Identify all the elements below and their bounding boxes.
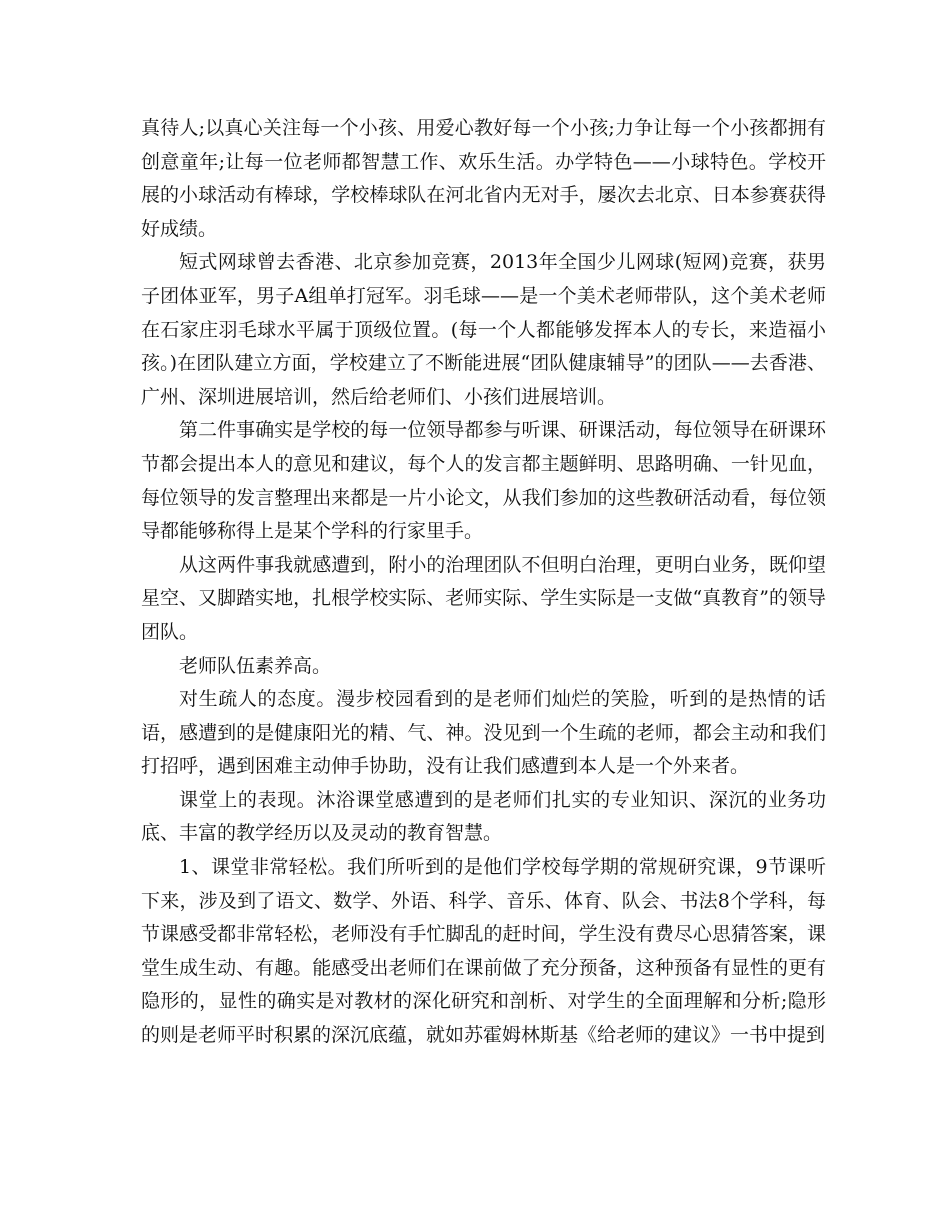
paragraph-6: 对生疏人的态度。漫步校园看到的是老师们灿烂的笑脸，听到的是热情的话语，感遭到的是健康阳光的精、气、神。没见到一个生疏的老师，都会主动和我们打招呼，遇到困难主动伸手协助，没有让我们感遭到本人是一个外来者。 (141, 688, 826, 778)
paragraph-4: 从这两件事我就感遭到，附小的治理团队不但明白治理，更明白业务，既仰望星空、又脚踏实地，扎根学校实际、老师实际、学生实际是一支做“真教育”的领导团队。 (141, 553, 826, 643)
paragraph-3: 第二件事确实是学校的每一位领导都参与听课、研课活动，每位领导在研课环节都会提出本人的意见和建议，每个人的发言都主题鲜明、思路明确、一针见血，每位领导的发言整理出来都是一片小论文，从我们参加的这些教研活动看，每位领导都能够称得上是某个学科的行家里手。 (141, 419, 826, 543)
document-body (141, 112, 826, 1053)
paragraph-1: 真待人;以真心关注每一个小孩、用爱心教好每一个小孩;力争让每一个小孩都拥有创意童年;让每一位老师都智慧工作、欢乐生活。办学特色——小球特色。学校开展的小球活动有棒球，学校棒球队在河北省内无对手，屡次去北京、日本参赛获得好成绩。 (141, 117, 826, 240)
paragraph-2: 短式网球曾去香港、北京参加竞赛，2013年全国少儿网球(短网)竞赛，获男子团体亚军，男子A组单打冠军。羽毛球——是一个美术老师带队，这个美术老师在石家庄羽毛球水平属于顶级位置。(每一个人都能够发挥本人的专长，来造福小孩。)在团队建立方面，学校建立了不断能进展“团队健康辅导”的团队——去香港、广州、深圳进展培训，然后给老师们、小孩们进展培训。 (141, 251, 826, 408)
paragraph-7: 课堂上的表现。沐浴课堂感遭到的是老师们扎实的专业知识、深沉的业务功底、丰富的教学经历以及灵动的教育智慧。 (141, 788, 826, 845)
paragraph-5: 老师队伍素养高。 (179, 654, 332, 677)
paragraph-8: 1、课堂非常轻松。我们所听到的是他们学校每学期的常规研究课，9节课听下来，涉及到了语文、数学、外语、科学、音乐、体育、队会、书法8个学科，每节课感受都非常轻松，老师没有手忙脚乱的赶时间，学生没有费尽心思猜答案，课堂生成生动、有趣。能感受出老师们在课前做了充分预备，这种预备有显性的更有隐形的，显性的确实是对教材的深化研究和剖析、对学生的全面理解和分析;隐形的则是老师平时积累的深沉底蕴，就如苏霍姆林斯基《给老师的建议》一书中提到 (141, 856, 826, 1047)
